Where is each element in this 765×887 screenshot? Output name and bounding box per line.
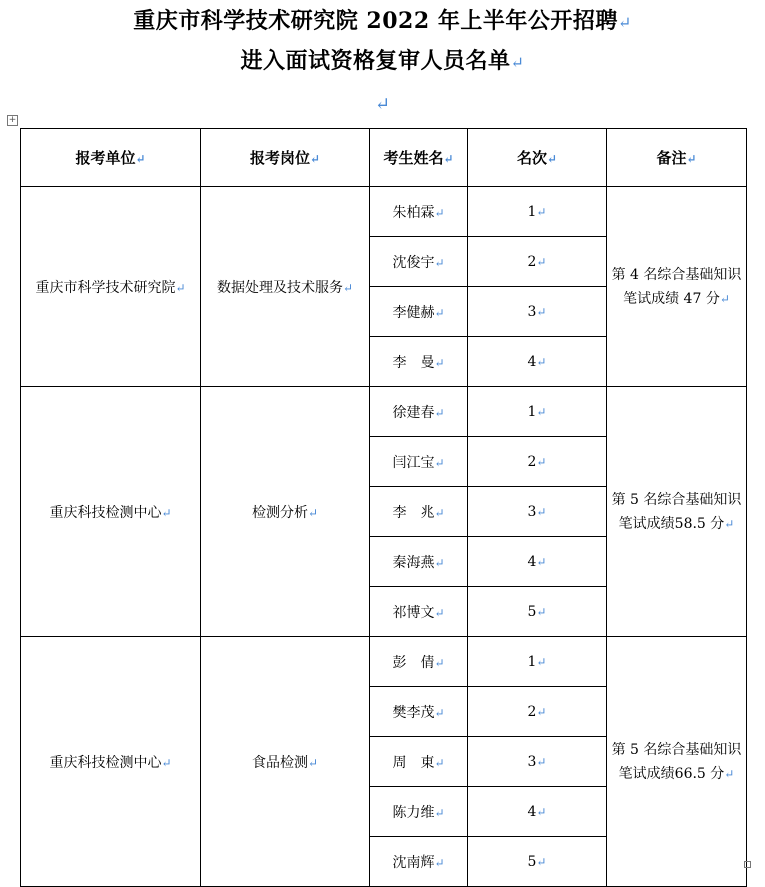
candidate-name-cell: 沈南辉↵ xyxy=(370,837,468,887)
cell-mark-icon: ↵ xyxy=(536,304,547,319)
header-cell xyxy=(607,129,747,187)
rank-cell: 1↵ xyxy=(468,637,607,687)
rank-cell: 1↵ xyxy=(468,187,607,237)
cell-mark-icon: ↵ xyxy=(434,705,445,720)
candidate-name-cell: 李 兆↵ xyxy=(370,487,468,537)
table-row xyxy=(21,187,747,237)
cell-mark-icon: ↵ xyxy=(307,755,319,770)
header-cell xyxy=(201,129,370,187)
cell-mark-icon: ↵ xyxy=(434,755,445,770)
cell-mark-icon: ↵ xyxy=(309,152,321,166)
cell-mark-icon: ↵ xyxy=(536,554,547,569)
cell-mark-icon: ↵ xyxy=(135,152,146,166)
rank-cell: 2↵ xyxy=(468,237,607,287)
table-resize-handle-icon[interactable] xyxy=(744,861,751,868)
cell-mark-icon: ↵ xyxy=(536,704,547,719)
cell-mark-icon: ↵ xyxy=(175,280,186,295)
cell-mark-icon: ↵ xyxy=(536,454,547,469)
cell-mark-icon: ↵ xyxy=(434,405,445,420)
cell-mark-icon: ↵ xyxy=(536,204,547,219)
candidate-table xyxy=(20,128,747,887)
cell-mark-icon: ↵ xyxy=(434,605,445,620)
candidate-name-cell: 彭 倩↵ xyxy=(370,637,468,687)
rank-cell: 3↵ xyxy=(468,737,607,787)
cell-mark-icon: ↵ xyxy=(536,754,547,769)
header-cell xyxy=(21,129,201,187)
rank-cell: 3↵ xyxy=(468,287,607,337)
candidate-name-cell: 闫江宝↵ xyxy=(370,437,468,487)
unit-cell: 重庆科技检测中心↵ xyxy=(21,387,201,637)
cell-mark-icon: ↵ xyxy=(434,255,445,270)
note-cell: 第 4 名综合基础知识笔试成绩 47 分↵ xyxy=(607,187,747,387)
document-title-line2: 进入面试资格复审人员名单↵ xyxy=(240,48,525,74)
document-title-line1: 重庆市科学技术研究院 2022 年上半年公开招聘↵ xyxy=(133,8,632,34)
candidate-name-cell: 沈俊宇↵ xyxy=(370,237,468,287)
cell-mark-icon: ↵ xyxy=(719,291,730,306)
cell-mark-icon: ↵ xyxy=(536,654,547,669)
header-label: 考生姓名 xyxy=(383,149,444,167)
cell-mark-icon: ↵ xyxy=(434,355,445,370)
cell-mark-icon: ↵ xyxy=(546,152,558,166)
cell-mark-icon: ↵ xyxy=(434,855,445,870)
cell-mark-icon: ↵ xyxy=(342,280,354,295)
cell-mark-icon: ↵ xyxy=(724,516,735,531)
rank-cell: 2↵ xyxy=(468,437,607,487)
candidate-name-cell: 周 東↵ xyxy=(370,737,468,787)
cell-mark-icon: ↵ xyxy=(434,205,445,220)
rank-cell: 3↵ xyxy=(468,487,607,537)
cell-mark-icon: ↵ xyxy=(536,404,547,419)
header-cell xyxy=(468,129,607,187)
candidate-name-cell: 朱柏霖↵ xyxy=(370,187,468,237)
candidate-name-cell: 樊李茂↵ xyxy=(370,687,468,737)
cell-mark-icon: ↵ xyxy=(536,804,547,819)
cell-mark-icon: ↵ xyxy=(686,152,697,166)
candidate-name-cell: 徐建春↵ xyxy=(370,387,468,437)
cell-mark-icon: ↵ xyxy=(307,505,319,520)
cell-mark-icon: ↵ xyxy=(724,766,735,781)
position-cell: 食品检测↵ xyxy=(201,637,370,887)
rank-cell: 5↵ xyxy=(468,837,607,887)
rank-cell: 4↵ xyxy=(468,787,607,837)
cell-mark-icon: ↵ xyxy=(161,755,172,770)
position-cell: 检测分析↵ xyxy=(201,387,370,637)
header-label: 报考岗位 xyxy=(249,149,310,167)
cell-mark-icon: ↵ xyxy=(536,254,547,269)
rank-cell: 4↵ xyxy=(468,537,607,587)
cell-mark-icon: ↵ xyxy=(434,555,445,570)
cell-mark-icon: ↵ xyxy=(434,655,445,670)
cell-mark-icon: ↵ xyxy=(536,354,547,369)
rank-cell: 5↵ xyxy=(468,587,607,637)
cell-mark-icon: ↵ xyxy=(536,504,547,519)
header-label: 名次 xyxy=(516,149,547,167)
header-label: 报考单位 xyxy=(75,149,136,167)
cell-mark-icon: ↵ xyxy=(443,152,454,166)
header-cell xyxy=(370,129,468,187)
candidate-name-cell: 祁博文↵ xyxy=(370,587,468,637)
cell-mark-icon: ↵ xyxy=(434,305,445,320)
cell-mark-icon: ↵ xyxy=(434,805,445,820)
paragraph-mark-icon: ↵ xyxy=(510,53,525,72)
cell-mark-icon: ↵ xyxy=(536,604,547,619)
table-row xyxy=(21,387,747,437)
position-cell: 数据处理及技术服务↵ xyxy=(201,187,370,387)
candidate-name-cell: 陈力维↵ xyxy=(370,787,468,837)
note-cell: 第 5 名综合基础知识笔试成绩58.5 分↵ xyxy=(607,387,747,637)
unit-cell: 重庆市科学技术研究院↵ xyxy=(21,187,201,387)
cell-mark-icon: ↵ xyxy=(434,455,445,470)
table-row xyxy=(21,637,747,687)
header-row xyxy=(21,129,747,187)
candidate-name-cell: 秦海燕↵ xyxy=(370,537,468,587)
table-move-handle-icon[interactable]: + xyxy=(8,115,17,125)
rank-cell: 4↵ xyxy=(468,337,607,387)
unit-cell: 重庆科技检测中心↵ xyxy=(21,637,201,887)
cell-mark-icon: ↵ xyxy=(434,505,445,520)
rank-cell: 1↵ xyxy=(468,387,607,437)
cell-mark-icon: ↵ xyxy=(536,854,547,869)
paragraph-mark-icon: ↵ xyxy=(617,13,632,32)
rank-cell: 2↵ xyxy=(468,687,607,737)
candidate-name-cell: 李 曼↵ xyxy=(370,337,468,387)
header-label: 备注 xyxy=(656,149,687,167)
cell-mark-icon: ↵ xyxy=(161,505,172,520)
blank-paragraph-mark-icon: ↵ xyxy=(374,94,391,115)
note-cell: 第 5 名综合基础知识笔试成绩66.5 分↵ xyxy=(607,637,747,887)
candidate-name-cell: 李健赫↵ xyxy=(370,287,468,337)
